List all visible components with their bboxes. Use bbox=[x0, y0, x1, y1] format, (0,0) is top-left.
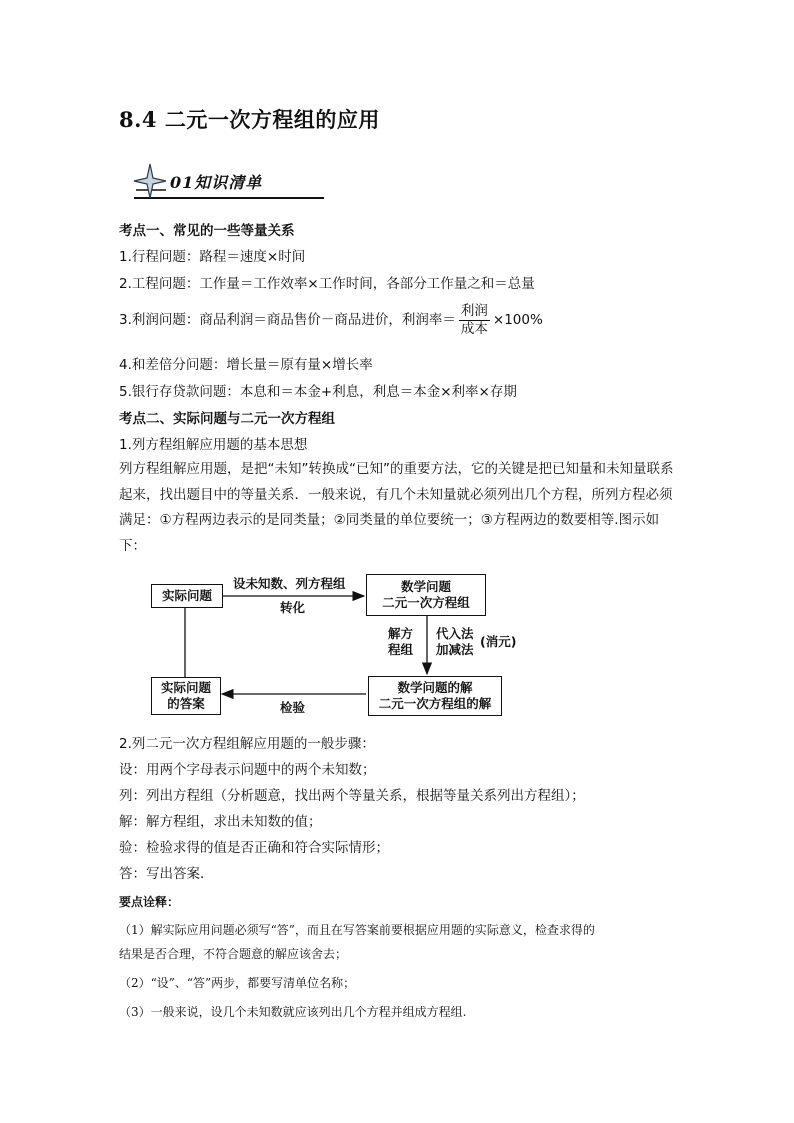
notes-heading: 要点诠释： bbox=[119, 895, 180, 909]
section2-paragraph: 列方程组解应用题，是把“未知”转换成“已知”的重要方法，它的关键是把已知量和未知量联系起来，找出题目中的等量关系．一般来说，有几个未知量就必须列出几个方程，所列方程必须满足：①方程两边表示的是同类量；②同类量的单位要统一；③方程两边的数要相等.图示如下： bbox=[119, 461, 674, 554]
fraction-numerator: 利润 bbox=[460, 302, 488, 319]
flow-box-math-problem bbox=[366, 574, 486, 616]
arrow-right-left-1: 解方 bbox=[388, 626, 414, 641]
flow-box-1-text: 实际问题 bbox=[161, 588, 212, 603]
profit-formula-prefix: 3.利润问题：商品利润＝商品售价－商品进价，利润率＝ bbox=[119, 312, 456, 328]
section1-item-4: 4.和差倍分问题：增长量＝原有量×增长率 bbox=[119, 357, 373, 373]
step-list: 列：列出方程组（分析题意，找出两个等量关系，根据等量关系列出方程组）； bbox=[119, 788, 585, 804]
profit-formula-suffix: ×100% bbox=[492, 312, 543, 328]
flow-box-real-problem bbox=[151, 584, 223, 608]
note-2: （2）“设”、“答”两步，都要写清单位名称； bbox=[119, 976, 356, 990]
step-answer: 答：写出答案． bbox=[119, 866, 214, 882]
flow-box-3-line-2: 二元一次方程组的解 bbox=[378, 696, 492, 711]
page-title: 8.4 二元一次方程组的应用 bbox=[119, 107, 380, 132]
arrow-right-right-3: (消元) bbox=[480, 634, 517, 649]
arrow-right-right-1: 代入法 bbox=[436, 626, 474, 641]
section1-item-5: 5.银行存贷款问题：本息和＝本金+利息，利息＝本金×利率×存期 bbox=[119, 384, 517, 400]
section2-sub-2: 2.列二元一次方程组解应用题的一般步骤： bbox=[119, 736, 375, 752]
section2-sub-1: 1.列方程组解应用题的基本思想 bbox=[119, 437, 308, 453]
flow-box-4-line-2: 的答案 bbox=[167, 696, 205, 711]
arrow-right-right-2: 加减法 bbox=[436, 642, 474, 657]
flow-box-answer bbox=[151, 677, 221, 715]
step-solve: 解：解方程组，求出未知数的值； bbox=[119, 814, 322, 830]
note-1-line-1: （1）解实际应用问题必须写“答”，而且在写答案前要根据应用题的实际意义，检查求得的 bbox=[119, 923, 595, 937]
section1-item-1: 1.行程问题：路程＝速度×时间 bbox=[119, 249, 306, 265]
banner-label: 01知识清单 bbox=[170, 173, 263, 192]
section1-item-2: 2.工程问题：工作量＝工作效率×工作时间，各部分工作量之和＝总量 bbox=[119, 276, 535, 292]
flow-box-4-line-1: 实际问题 bbox=[160, 680, 211, 695]
section1-item-3 bbox=[119, 302, 543, 338]
arrow-top-sublabel: 转化 bbox=[280, 600, 306, 615]
arrow-top-label: 设未知数、列方程组 bbox=[233, 576, 346, 591]
arrow-bottom-label: 检验 bbox=[280, 700, 306, 715]
flow-box-2-line-2: 二元一次方程组 bbox=[382, 595, 470, 610]
step-set: 设：用两个字母表示问题中的两个未知数； bbox=[119, 762, 376, 778]
star-icon bbox=[134, 164, 166, 198]
arrow-right-left-2: 程组 bbox=[388, 642, 414, 657]
flow-box-3-line-1: 数学问题的解 bbox=[397, 680, 473, 695]
flowchart bbox=[140, 563, 520, 728]
section2-heading: 考点二、实际问题与二元一次方程组 bbox=[119, 411, 335, 427]
flow-box-math-solution bbox=[368, 676, 502, 716]
fraction-denominator: 成本 bbox=[460, 320, 488, 337]
note-1-line-2: 结果是否合理，不符合题意的解应该舍去； bbox=[119, 947, 348, 961]
section1-heading: 考点一、常见的一些等量关系 bbox=[119, 223, 295, 239]
profit-fraction bbox=[459, 303, 490, 338]
note-3: （3）一般来说，设几个未知数就应该列出几个方程并组成方程组. bbox=[119, 1005, 467, 1019]
step-check: 验：检验求得的值是否正确和符合实际情形； bbox=[119, 840, 389, 856]
flow-box-2-line-1: 数学问题 bbox=[400, 579, 451, 594]
